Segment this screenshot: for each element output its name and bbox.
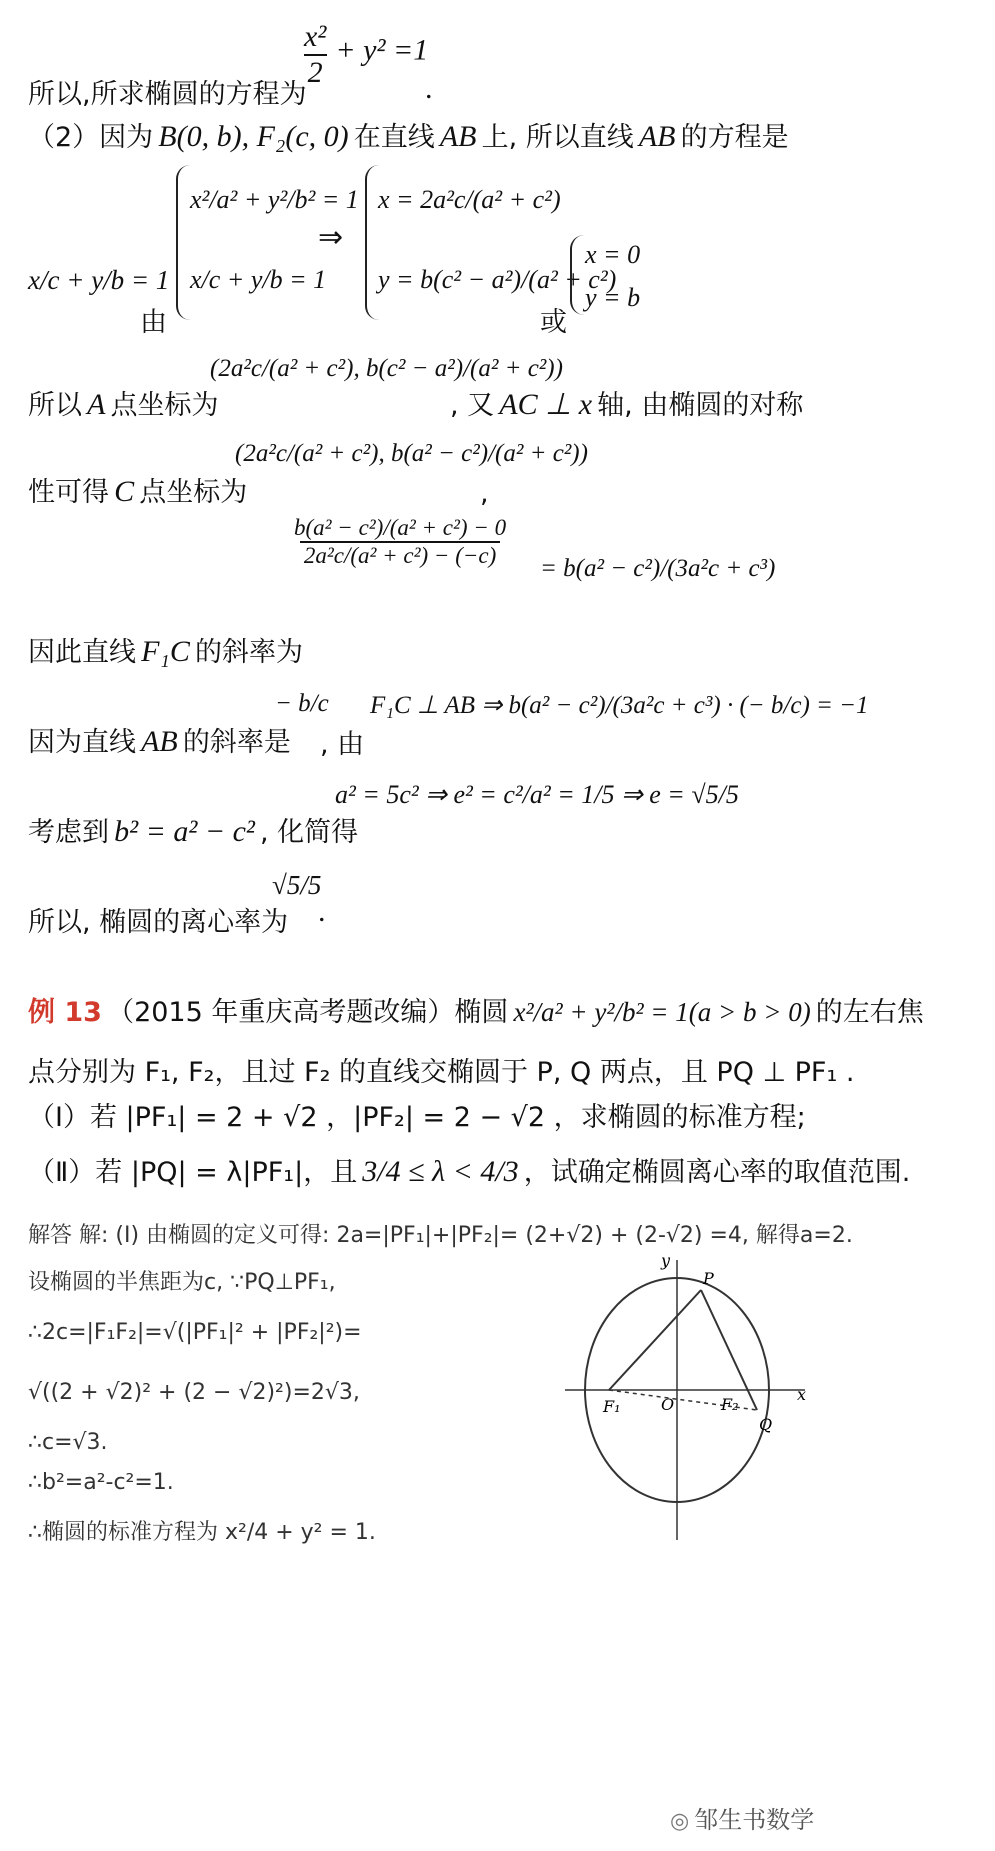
ellipse-figure (565, 1250, 815, 1550)
period: . (318, 895, 326, 928)
pq-line (701, 1290, 757, 1410)
solution-line4: √((2 + √2)² + (2 − √2)²)=2√3, (28, 1380, 360, 1405)
c-coordinate-line: 性可得 C 点坐标为 (28, 475, 248, 508)
x-label: x (797, 1385, 807, 1404)
y-label: y (661, 1251, 671, 1270)
consider-line: 考虑到 b² = a² − c² , 化简得 (28, 815, 359, 848)
example13-line2: 点分别为 F₁, F₂，且过 F₂ 的直线交椭圆于 P, Q 两点，且 PQ ⊥ PF₁ . (28, 1057, 855, 1088)
conclusion-text: 所以,所求椭圆的方程为 (28, 79, 307, 110)
simplify-equation: a² = 5c² ⇒ e² = c²/a² = 1/5 ⇒ e = √5/5 (335, 780, 739, 809)
line-equation: x/c + y/b = 1 (28, 265, 170, 295)
part2-intro: （2）因为 B(0, b), F₂(c, 0) 在直线 AB 上, 所以直线 AB 的方程是 (28, 120, 789, 153)
slope-line: 因此直线 F₁C 的斜率为 (28, 635, 303, 668)
question1: （Ⅰ）若 |PF₁| = 2 + √2 ，|PF₂| = 2 − √2 ，求椭圆的标准方程; (28, 1102, 806, 1133)
example13-header: 例 13 （2015 年重庆高考题改编）椭圆 x²/a² + y²/b² = 1(a > b > 0) 的左右焦 (28, 997, 924, 1028)
solution-line7: ∴椭圆的标准方程为 x²/4 + y² = 1. (28, 1520, 376, 1545)
a-coordinate-line: 所以 A 点坐标为 (28, 388, 219, 421)
solution-line6: ∴b²=a²-c²=1. (28, 1470, 174, 1495)
o-label: O (661, 1395, 675, 1414)
watermark: ◎ 邹生书数学 (670, 1806, 815, 1834)
ab-slope-suffix: , 由 (320, 729, 365, 760)
solution2-x: x = 0 (585, 240, 641, 269)
question2: （Ⅱ）若 |PQ| = λ|PF₁|，且 3/4 ≤ λ < 4/3 ，试确定椭圆离心率的取值范围. (28, 1155, 911, 1188)
system1-eq1: x²/a² + y²/b² = 1 (190, 185, 359, 214)
f1-label: F₁ (603, 1397, 621, 1416)
f2-label: F₂ (721, 1395, 739, 1414)
solution-y: y = b(c² − a²)/(a² + c²) (378, 265, 617, 294)
solution-line3: ∴2c=|F₁F₂|=√(|PF₁|² + |PF₂|²)= (28, 1320, 362, 1345)
final-value: √5/5 (272, 870, 322, 900)
chat-icon: ◎ (670, 1809, 690, 1834)
solution-line5: ∴c=√3. (28, 1430, 108, 1455)
ab-slope: − b/c (275, 690, 329, 717)
q-label: Q (759, 1415, 773, 1434)
c-coordinate: (2a²c/(a² + c²), b(a² − c²)/(a² + c²)) (235, 440, 588, 467)
perpendicular-equation: F₁C ⊥ AB ⇒ b(a² − c²)/(3a²c + c³) · (− b/c) = −1 (370, 692, 869, 719)
you-text: 由 (140, 307, 167, 338)
final-text: 所以, 椭圆的离心率为 (28, 907, 289, 938)
ellipse-equation: $\frac{\text{x²}}{2}$ + y² =1 (304, 20, 429, 89)
slope-result: = b(a² − c²)/(3a²c + c³) (540, 555, 776, 582)
solution2-y: y = b (585, 283, 641, 312)
or-text: 或 (540, 307, 567, 338)
implies-symbol: ⇒ (318, 221, 344, 254)
system1-eq2: x/c + y/b = 1 (190, 265, 327, 294)
slope-fraction: $\frac{\text{b(a² − c²)/(a² + c²) − 0}}{\text{2a²c/(a² + c²) − (−c)}}$ (294, 515, 507, 568)
solution-line2: 设椭圆的半焦距为c, ∵PQ⊥PF₁, (28, 1270, 336, 1295)
solution-x: x = 2a²c/(a² + c²) (378, 185, 561, 214)
period: . (425, 72, 433, 105)
a-coordinate: (2a²c/(a² + c²), b(c² − a²)/(a² + c²)) (210, 355, 563, 382)
a-coordinate-tail: , 又 AC ⊥ x 轴, 由椭圆的对称 (450, 388, 804, 421)
solution-line1: 解答 解: (I) 由椭圆的定义可得: 2a=|PF₁|+|PF₂|= (2+√2) + (2-√2) =4, 解得a=2. (28, 1223, 853, 1248)
p-label: P (703, 1269, 714, 1288)
ab-slope-line: 因为直线 AB 的斜率是 (28, 725, 291, 758)
comma: , (480, 478, 489, 509)
pf1-line (609, 1290, 701, 1390)
